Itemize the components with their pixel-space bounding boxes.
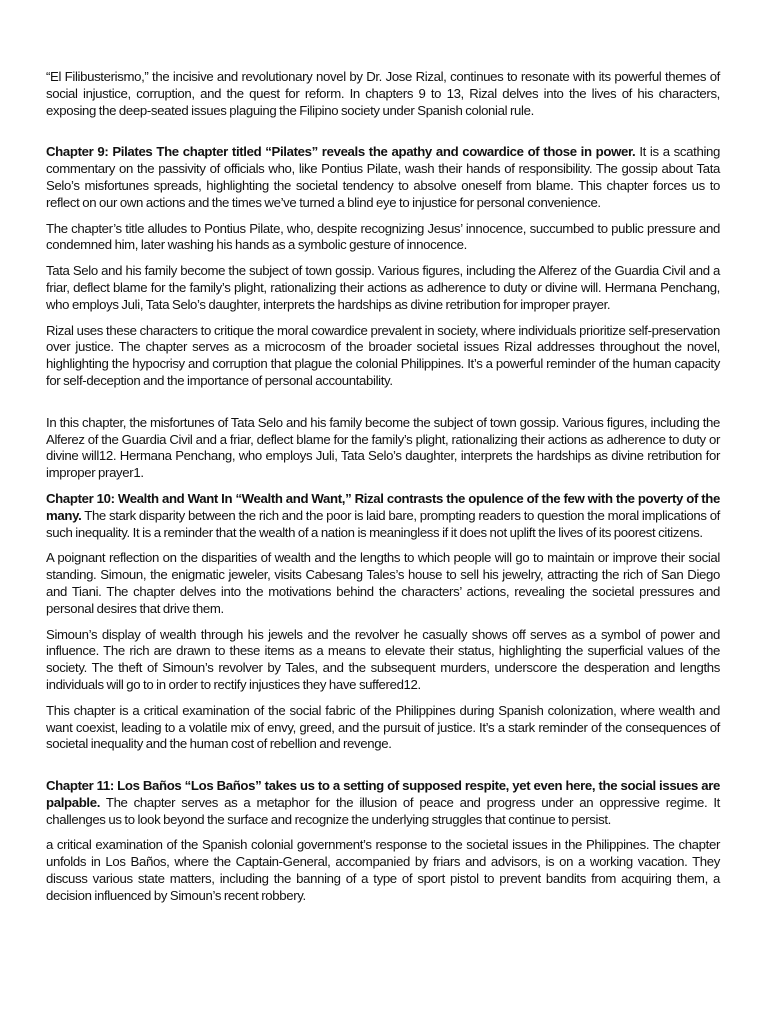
chapter-9-heading: Chapter 9: Pilates The chapter titled “Pilates” reveals the apathy and cowardice of those in power. xyxy=(46,144,636,160)
chapter-11-heading: Chapter 11: Los Baños “Los Baños” takes us to a setting of supposed respite, yet even here, the social issues are palpable. xyxy=(46,778,720,810)
chapter-10-paragraph-4: This chapter is a critical examination of the social fabric of the Philippines during Spanish colonization, where wealth and want coexist, leading to a volatile mix of envy, greed, and the pursuit of justice. It’s a stark reminder of the consequences of societal inequality and the human cost of rebellion and revenge. xyxy=(46,702,720,752)
chapter-10-lead: The stark disparity between the rich and the poor is laid bare, prompting readers to question the moral implications of such inequality. It is a reminder that the wealth of a nation is meaningless if it does not uplift the lives of its poorest citizens. xyxy=(46,507,720,540)
chapter-10-heading: Chapter 10: Wealth and Want In “Wealth and Want,” Rizal contrasts the opulence of the few with the poverty of the many. xyxy=(46,490,720,523)
intro-paragraph: “El Filibusterismo,” the incisive and revolutionary novel by Dr. Jose Rizal, continues to resonate with its powerful themes of social injustice, corruption, and the quest for reform. In chapters 9 to 13, Rizal delves into the lives of his characters, exposing the deep-seated issues plaguing the Filipino society under Spanish colonial rule. xyxy=(46,69,720,118)
chapter-9-paragraph-1 xyxy=(46,144,720,211)
chapter-9-lead: It is a scathing commentary on the passivity of officials who, like Pontius Pilate, wash their hands of responsibility. The gossip about Tata Selo’s misfortunes spreads, highlighting the societal tendency to absolve oneself from blame. This chapter forces us to reflect on our own actions and the times we’ve turned a blind eye to injustice for personal convenience. xyxy=(46,144,721,210)
chapter-10-paragraph-2: A poignant reflection on the disparities of wealth and the lengths to which people will go to maintain or improve their social standing. Simoun, the enigmatic jeweler, visits Cabesang Tales’s house to sell his jewelry, attracting the rich of San Diego and Tiani. The chapter delves into the motivations behind the characters’ actions, revealing the societal pressures and personal desires that drive them. xyxy=(46,550,720,616)
chapter-10-paragraph-1 xyxy=(46,491,720,541)
chapter-11-lead: The chapter serves as a metaphor for the illusion of peace and progress under an oppressive regime. It challenges us to look beyond the surface and recognize the underlying struggles that continue to persist. xyxy=(46,794,720,827)
chapter-9-paragraph-4: Rizal uses these characters to critique the moral cowardice prevalent in society, where individuals prioritize self-preservation over justice. The chapter serves as a microcosm of the broader societal issues Rizal addresses throughout the novel, highlighting the hypocrisy and corruption that plague the colonial Philippines. It’s a powerful reminder of the human capacity for self-deception and the importance of personal accountability. xyxy=(46,322,720,388)
document-page xyxy=(46,69,720,914)
chapter-9-paragraph-2: The chapter’s title alludes to Pontius Pilate, who, despite recognizing Jesus’ innocence, succumbed to public pressure and condemned him, later washing his hands as a symbolic gesture of innocence. xyxy=(46,220,720,253)
chapter-9-paragraph-5: In this chapter, the misfortunes of Tata Selo and his family become the subject of town gossip. Various figures, including the Alferez of the Guardia Civil and a friar, deflect blame for the family’s plight, rationalizing their actions as adherence to duty or divine will12. Hermana Penchang, who employs Juli, Tata Selo’s daughter, interprets the hardships as divine retribution for improper prayer1. xyxy=(46,414,720,481)
chapter-10-paragraph-3: Simoun’s display of wealth through his jewels and the revolver he casually shows off serves as a symbol of power and influence. The rich are drawn to these items as a means to elevate their status, highlighting the superficial values of the society. The theft of Simoun’s revolver by Tales, and the subsequent murders, underscore the desperation and lengths individuals will go to in order to rectify injustices they have suffered12. xyxy=(46,626,720,692)
chapter-11-paragraph-2: a critical examination of the Spanish colonial government’s response to the societal issues in the Philippines. The chapter unfolds in Los Baños, where the Captain-General, accompanied by friars and advisors, is on a working vacation. They discuss various state matters, including the banning of a type of sport pistol to prevent bandits from acquiring them, a decision influenced by Simoun’s recent robbery. xyxy=(46,837,720,903)
chapter-9-paragraph-3: Tata Selo and his family become the subject of town gossip. Various figures, including the Alferez of the Guardia Civil and a friar, deflect blame for the family’s plight, rationalizing their actions as adherence to duty or divine will. Hermana Penchang, who employs Juli, Tata Selo’s daughter, interprets the hardships as divine retribution for improper prayer. xyxy=(46,263,720,312)
chapter-11-paragraph-1 xyxy=(46,778,720,828)
